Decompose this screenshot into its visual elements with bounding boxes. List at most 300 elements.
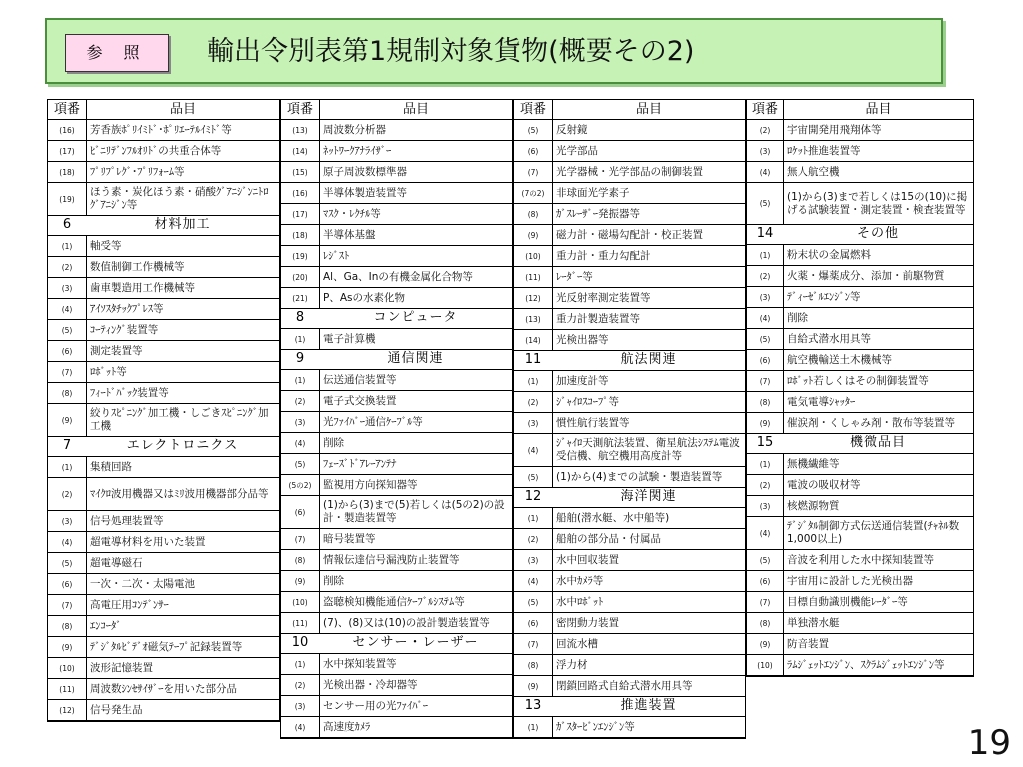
item-number: (3) [514, 413, 553, 433]
item-name: 超電導材料を用いた装置 [90, 535, 206, 548]
item-name: 高電圧用ｺﾝﾃﾞﾝｻｰ [90, 598, 169, 611]
item-number: (2) [747, 475, 784, 495]
column-header [514, 99, 745, 120]
table-row [281, 475, 512, 496]
item-name: 半導体製造装置等 [323, 186, 407, 199]
item-name: 慣性航行装置等 [556, 416, 630, 429]
item-name: 船舶の部分品・付属品 [556, 532, 661, 545]
table-row [281, 592, 512, 613]
section-number: 6 [62, 217, 72, 232]
section-header [48, 216, 279, 236]
item-number: (10) [514, 246, 553, 266]
table-row [747, 454, 973, 475]
item-name: 芳香族ﾎﾟﾘｲﾐﾄﾞ･ﾎﾟﾘｴｰﾃﾙｲﾐﾄﾞ等 [90, 123, 232, 136]
section-header [281, 350, 512, 370]
item-number: (5) [747, 550, 784, 570]
header-item: 品目 [402, 102, 429, 117]
item-name: 電波の吸収材等 [787, 478, 861, 491]
item-name: 伝送通信装置等 [323, 373, 397, 386]
item-name: ｱｲｿｽﾀﾁｯｸﾌﾟﾚｽ等 [90, 302, 164, 315]
table-row [514, 183, 745, 204]
item-number: (12) [48, 700, 87, 720]
table-column-4 [746, 99, 974, 677]
item-name: 高速度ｶﾒﾗ [323, 720, 371, 733]
item-number: (5) [48, 553, 87, 573]
section-number: 10 [291, 635, 309, 650]
table-row [281, 496, 512, 529]
table-row [747, 287, 973, 308]
table-row [747, 413, 973, 434]
item-name: ﾛﾎﾞｯﾄ等 [90, 365, 127, 378]
table-row [48, 383, 279, 404]
table-row [48, 404, 279, 437]
item-name: 盗聴検知機能通信ｹｰﾌﾞﾙｼｽﾃﾑ等 [323, 595, 465, 608]
section-number: 11 [524, 352, 542, 367]
header-number: 項番 [514, 100, 553, 119]
item-name: ﾛｹｯﾄ推進装置等 [787, 144, 861, 157]
table-row [514, 434, 745, 467]
table-column-3 [513, 99, 746, 739]
item-number: (13) [514, 309, 553, 329]
table-row [281, 183, 512, 204]
item-name: 重力計製造装置等 [556, 312, 640, 325]
column-header [281, 99, 512, 120]
item-number: (2) [747, 266, 784, 286]
item-name: 歯車製造用工作機械等 [90, 281, 195, 294]
section-title: エレクトロニクス [126, 438, 239, 453]
item-name: 非球面光学素子 [556, 186, 630, 199]
header-number: 項番 [48, 100, 87, 119]
section-number: 7 [62, 438, 72, 453]
table-row [747, 517, 973, 550]
table-row [281, 162, 512, 183]
table-row [747, 655, 973, 676]
item-name: 光検出器等 [556, 333, 609, 346]
item-name: 電子計算機 [323, 332, 376, 345]
item-number: (3) [48, 511, 87, 531]
table-row [48, 679, 279, 700]
item-name: ｴﾝｺｰﾀﾞ [90, 619, 122, 632]
table-row [514, 508, 745, 529]
table-row [48, 457, 279, 478]
item-name: 船舶(潜水艇、水中船等) [556, 511, 670, 524]
table-row [514, 225, 745, 246]
item-name: 自給式潜水用具等 [787, 332, 871, 345]
item-number: (2) [514, 392, 553, 412]
item-name: 水中ﾛﾎﾞｯﾄ [556, 595, 604, 608]
item-name: ﾃﾞｼﾞﾀﾙ制御方式伝送通信装置(ﾁｬﾈﾙ数1,000以上) [787, 520, 960, 545]
table-row [281, 288, 512, 309]
item-name: 測定装置等 [90, 344, 143, 357]
table-row [747, 496, 973, 517]
item-number: (10) [281, 592, 320, 612]
item-name: 光ﾌｧｲﾊﾞｰ通信ｹｰﾌﾞﾙ等 [323, 415, 423, 428]
section-title: 推進装置 [620, 698, 677, 713]
table-row [48, 141, 279, 162]
table-row [514, 592, 745, 613]
item-number: (8) [281, 550, 320, 570]
item-number: (6) [48, 574, 87, 594]
item-number: (4) [48, 299, 87, 319]
item-number: (5) [747, 329, 784, 349]
section-number: 9 [295, 351, 305, 366]
header-number: 項番 [281, 100, 320, 119]
section-title: その他 [856, 226, 899, 241]
item-name: 監視用方向探知器等 [323, 478, 418, 491]
item-name: ﾃﾞｨｰｾﾞﾙｴﾝｼﾞﾝ等 [787, 290, 861, 303]
table-row [281, 225, 512, 246]
item-name: ﾌﾟﾘﾌﾟﾚｸﾞ･ﾌﾟﾘﾌｫｰﾑ等 [90, 165, 185, 178]
item-number: (18) [48, 162, 87, 182]
item-number: (3) [281, 696, 320, 716]
table-row [514, 141, 745, 162]
item-number: (11) [48, 679, 87, 699]
table-row [514, 613, 745, 634]
item-number: (4) [747, 308, 784, 328]
table-row [48, 299, 279, 320]
reference-badge: 参 照 [65, 34, 169, 72]
item-name: 水中ｶﾒﾗ等 [556, 574, 604, 587]
table-row [281, 246, 512, 267]
item-number: (20) [281, 267, 320, 287]
item-number: (5) [514, 467, 553, 487]
item-number: (7) [747, 592, 784, 612]
item-name: 絞りｽﾋﾟﾆﾝｸﾞ加工機・しごきｽﾋﾟﾆﾝｸﾞ加工機 [90, 407, 269, 432]
item-number: (1) [514, 508, 553, 528]
item-name: ﾏｲｸﾛ波用機器又はﾐﾘ波用機器部分品等 [90, 487, 269, 500]
item-number: (18) [281, 225, 320, 245]
table-row [281, 141, 512, 162]
item-number: (4) [48, 532, 87, 552]
item-number: (5) [514, 120, 553, 140]
item-name: 宇宙開発用飛翔体等 [787, 123, 882, 136]
item-name: ｺｰﾃｨﾝｸﾞ装置等 [90, 323, 159, 336]
table-row [281, 654, 512, 675]
item-number: (16) [48, 120, 87, 140]
table-row [514, 309, 745, 330]
item-name: 火薬・爆薬成分、添加・前駆物質 [787, 269, 945, 282]
item-number: (7) [514, 162, 553, 182]
item-name: 単独潜水艇 [787, 616, 840, 629]
table-row [48, 532, 279, 553]
table-row [48, 658, 279, 679]
item-name: Al、Ga、Inの有機金属化合物等 [323, 270, 473, 283]
table-row [48, 700, 279, 721]
item-name: 削除 [323, 436, 344, 449]
item-name: 反射鏡 [556, 123, 588, 136]
section-title: センサー・レーザー [352, 635, 479, 650]
item-name: 目標自動識別機能ﾚｰﾀﾞｰ等 [787, 595, 908, 608]
item-number: (9) [747, 413, 784, 433]
item-name: ｶﾞｽﾚｰｻﾞｰ発振器等 [556, 207, 640, 220]
item-name: 集積回路 [90, 460, 132, 473]
table-row [747, 613, 973, 634]
table-row [514, 204, 745, 225]
table-row [48, 341, 279, 362]
table-row [514, 413, 745, 434]
item-number: (6) [747, 350, 784, 370]
table-row [514, 288, 745, 309]
item-name: 磁力計・磁場勾配計・校正装置 [556, 228, 703, 241]
item-number: (13) [281, 120, 320, 140]
item-number: (1) [281, 329, 320, 349]
table-row [514, 246, 745, 267]
header-item: 品目 [635, 102, 662, 117]
item-name: 波形記憶装置 [90, 661, 153, 674]
table-row [281, 267, 512, 288]
item-number: (6) [514, 613, 553, 633]
table-column-1 [47, 99, 280, 722]
item-name: 加速度計等 [556, 374, 609, 387]
table-row [747, 120, 973, 141]
item-number: (17) [281, 204, 320, 224]
item-name: (7)、(8)又は(10)の設計製造装置等 [323, 616, 490, 629]
table-row [747, 634, 973, 655]
item-number: (1) [48, 236, 87, 256]
table-row [514, 676, 745, 697]
item-name: 数值制御工作機械等 [90, 260, 185, 273]
item-number: (1) [514, 717, 553, 737]
item-number: (6) [514, 141, 553, 161]
table-row [514, 467, 745, 488]
header-number: 項番 [747, 100, 784, 119]
table-row [281, 329, 512, 350]
section-header [514, 488, 745, 508]
item-name: (1)から(4)までの試験・製造装置等 [556, 470, 723, 483]
table-row [281, 120, 512, 141]
item-name: 削除 [787, 311, 808, 324]
item-number: (10) [48, 658, 87, 678]
item-name: ﾚｼﾞｽﾄ [323, 249, 350, 262]
item-name: 暗号装置等 [323, 532, 376, 545]
table-row [281, 613, 512, 634]
item-name: 音波を利用した水中探知装置等 [787, 553, 934, 566]
table-row [747, 571, 973, 592]
item-name: ﾃﾞｼﾞﾀﾙﾋﾞﾃﾞｵ磁気ﾃｰﾌﾟ記録装置等 [90, 640, 243, 653]
item-number: (9) [281, 571, 320, 591]
item-name: ｼﾞｬｲﾛ天測航法装置、衛星航法ｼｽﾃﾑ電波受信機、航空機用高度計等 [556, 437, 740, 462]
item-number: (8) [48, 383, 87, 403]
item-name: 削除 [323, 574, 344, 587]
table-row [514, 571, 745, 592]
table-row [747, 308, 973, 329]
table-row [514, 330, 745, 351]
item-number: (8) [514, 655, 553, 675]
item-number: (5) [514, 592, 553, 612]
table-row [48, 362, 279, 383]
item-number: (9) [747, 634, 784, 654]
table-row [281, 370, 512, 391]
item-number: (4) [281, 433, 320, 453]
table-row [747, 183, 973, 225]
section-header [281, 309, 512, 329]
item-name: 電気電導ｼｬｯﾀｰ [787, 395, 856, 408]
item-number: (6) [281, 496, 320, 528]
table-row [747, 550, 973, 571]
item-name: ﾏｽｸ・ﾚｸﾁﾙ等 [323, 207, 381, 220]
table-row [514, 529, 745, 550]
item-name: 軸受等 [90, 239, 122, 252]
item-number: (9) [48, 404, 87, 436]
item-number: (6) [48, 341, 87, 361]
item-number: (14) [281, 141, 320, 161]
item-number: (5) [48, 320, 87, 340]
table-row [514, 655, 745, 676]
table-row [747, 371, 973, 392]
item-number: (3) [281, 412, 320, 432]
item-name: 水中探知装置等 [323, 657, 397, 670]
column-header [747, 99, 973, 120]
table-row [514, 550, 745, 571]
item-number: (2) [48, 257, 87, 277]
table-row [48, 162, 279, 183]
item-number: (14) [514, 330, 553, 350]
item-name: 周波数分析器 [323, 123, 386, 136]
item-number: (6) [747, 571, 784, 591]
section-header [281, 634, 512, 654]
table-column-2 [280, 99, 513, 739]
header-item: 品目 [865, 102, 892, 117]
header-item: 品目 [169, 102, 196, 117]
item-name: 信号処理装置等 [90, 514, 164, 527]
item-number: (4) [281, 717, 320, 737]
table-row [281, 550, 512, 571]
item-number: (7) [48, 595, 87, 615]
table-row [48, 183, 279, 216]
table-row [48, 574, 279, 595]
item-name: (1)から(3)まで(5)若しくは(5の2)の設計・製造装置等 [323, 499, 505, 524]
item-number: (16) [281, 183, 320, 203]
item-number: (11) [281, 613, 320, 633]
item-number: (1) [514, 371, 553, 391]
item-number: (3) [747, 496, 784, 516]
table-row [281, 571, 512, 592]
table-row [747, 350, 973, 371]
item-name: ﾌｪｰｽﾞﾄﾞｱﾚｰｱﾝﾃﾅ [323, 457, 397, 470]
table-row [48, 320, 279, 341]
table-row [48, 553, 279, 574]
item-number: (11) [514, 267, 553, 287]
item-number: (4) [514, 571, 553, 591]
table-row [48, 637, 279, 658]
item-name: 回流水槽 [556, 637, 598, 650]
table-row [514, 120, 745, 141]
page-number: 19 [967, 723, 1011, 763]
page-title: 輸出令別表第1規制対象貨物(概要その2) [207, 36, 695, 67]
item-number: (2) [48, 478, 87, 510]
item-name: 原子周波数標準器 [323, 165, 407, 178]
item-number: (12) [514, 288, 553, 308]
table-row [747, 392, 973, 413]
table-row [48, 120, 279, 141]
section-title: 航法関連 [620, 352, 677, 367]
item-number: (2) [281, 391, 320, 411]
item-name: 閉鎖回路式自給式潜水用具等 [556, 679, 693, 692]
table-row [281, 412, 512, 433]
table-row [747, 592, 973, 613]
table-row [281, 204, 512, 225]
item-name: 光反射率測定装置等 [556, 291, 651, 304]
section-title: 機微品目 [849, 435, 906, 450]
table-row [281, 433, 512, 454]
item-number: (1) [747, 245, 784, 265]
item-name: 重力計・重力勾配計 [556, 249, 651, 262]
item-name: 水中回収装置 [556, 553, 619, 566]
section-number: 13 [524, 698, 542, 713]
section-header [747, 225, 973, 245]
item-name: ｼﾞｬｲﾛｽｺｰﾌﾟ等 [556, 395, 619, 408]
section-header [48, 437, 279, 457]
item-number: (19) [48, 183, 87, 215]
table-row [281, 717, 512, 738]
item-number: (9) [48, 637, 87, 657]
section-title: 海洋関連 [620, 489, 677, 504]
item-name: 宇宙用に設計した光検出器 [787, 574, 913, 587]
item-name: ﾌｨｰﾄﾞﾊﾞｯｸ装置等 [90, 386, 169, 399]
item-name: ﾈｯﾄﾜｰｸｱﾅﾗｲｻﾞｰ [323, 144, 392, 157]
table-row [514, 162, 745, 183]
title-banner [45, 18, 943, 84]
table-row [514, 267, 745, 288]
item-number: (8) [747, 392, 784, 412]
item-number: (3) [747, 141, 784, 161]
item-number: (9) [514, 676, 553, 696]
item-name: 信号発生品 [90, 703, 143, 716]
item-name: 無人航空機 [787, 165, 840, 178]
section-number: 15 [756, 435, 774, 450]
item-name: ﾛﾎﾞｯﾄ若しくはその制御装置等 [787, 374, 929, 387]
table-row [281, 696, 512, 717]
table-row [514, 392, 745, 413]
table-row [747, 475, 973, 496]
item-name: (1)から(3)まで若しくは15の(10)に掲げる試験装置・測定装置・検査装置等 [787, 190, 968, 216]
column-header [48, 99, 279, 120]
item-number: (5) [747, 183, 784, 224]
table-row [281, 454, 512, 475]
item-number: (7) [514, 634, 553, 654]
item-number: (7) [48, 362, 87, 382]
table-row [514, 717, 745, 738]
item-name: 浮力材 [556, 658, 588, 671]
item-number: (1) [747, 454, 784, 474]
item-name: P、Asの水素化物 [323, 291, 405, 304]
item-number: (8) [514, 204, 553, 224]
section-title: 材料加工 [154, 217, 211, 232]
item-number: (21) [281, 288, 320, 308]
table-row [281, 391, 512, 412]
table-row [747, 162, 973, 183]
item-number: (7の2) [514, 183, 553, 203]
section-number: 12 [524, 489, 542, 504]
item-name: ﾚｰﾀﾞｰ等 [556, 270, 593, 283]
item-number: (9) [514, 225, 553, 245]
item-name: 防音装置 [787, 637, 829, 650]
item-number: (1) [48, 457, 87, 477]
item-name: ｶﾞｽﾀｰﾋﾞﾝｴﾝｼﾞﾝ等 [556, 720, 635, 733]
item-number: (2) [747, 120, 784, 140]
item-number: (3) [747, 287, 784, 307]
item-name: 一次・二次・太陽電池 [90, 577, 195, 590]
item-number: (2) [514, 529, 553, 549]
table-row [48, 278, 279, 299]
item-name: 航空機輸送土木機械等 [787, 353, 892, 366]
table-row [747, 141, 973, 162]
item-number: (7) [281, 529, 320, 549]
table-row [281, 529, 512, 550]
item-number: (4) [747, 517, 784, 549]
item-number: (7) [747, 371, 784, 391]
item-number: (17) [48, 141, 87, 161]
